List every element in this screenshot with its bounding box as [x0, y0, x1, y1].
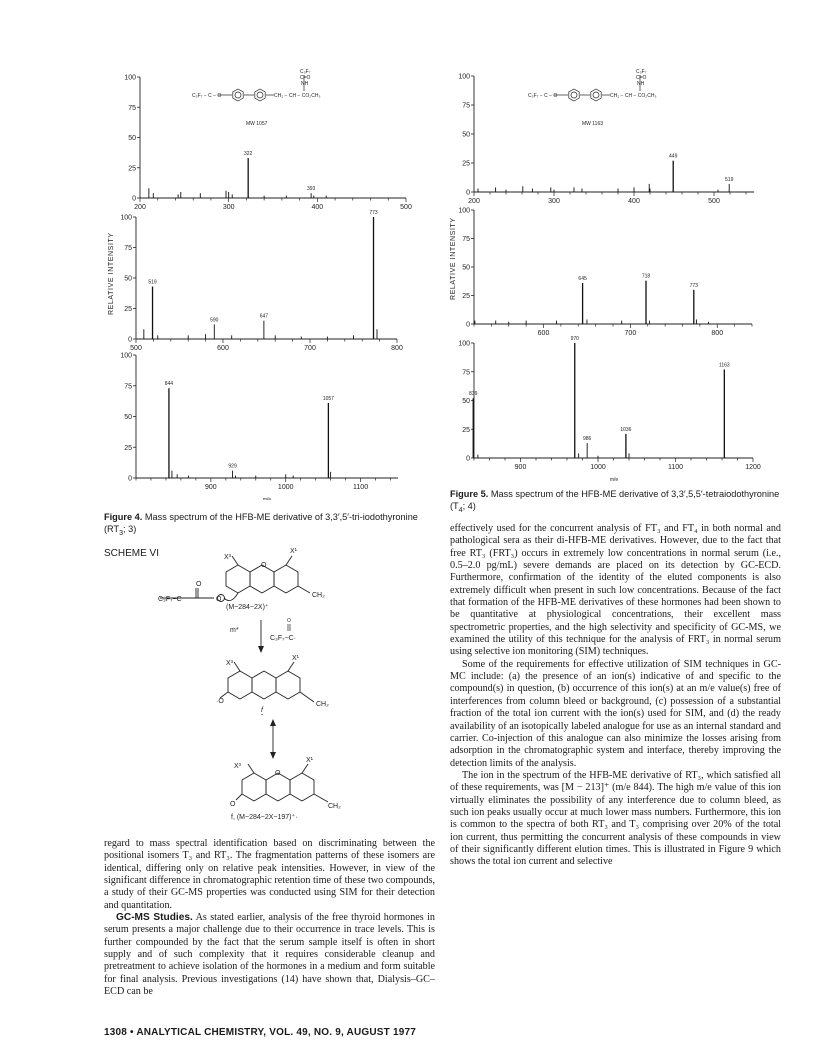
scheme-oplus-3: O [275, 770, 281, 777]
peak-label: 718 [641, 273, 651, 280]
x-tick-label: 200 [468, 198, 480, 205]
spectrum-panel-3 [458, 74, 754, 206]
peak-label: 647 [259, 313, 269, 320]
peak-label: 449 [669, 153, 678, 160]
peak-label: 970 [570, 336, 579, 342]
peak-label: 773 [369, 210, 378, 216]
x-tick-label: 700 [304, 345, 316, 352]
scheme-structure-2 [220, 662, 314, 702]
figure-5-y-axis-label: RELATIVE INTENSITY [450, 217, 457, 300]
scheme-metastable: m* [230, 627, 239, 634]
x-tick-label: 900 [514, 464, 527, 471]
peak-label: 645 [578, 275, 587, 282]
x-tick-label: 500 [708, 198, 720, 205]
y-tick-label: 75 [462, 236, 470, 243]
scheme-ch2-3: CH₂ [328, 803, 341, 810]
peak-label: 929 [228, 463, 237, 470]
svg-text:C=O: C=O [636, 75, 647, 81]
y-tick-label: 75 [462, 102, 470, 110]
peak-label: 839 [469, 391, 478, 398]
y-tick-label: 75 [124, 383, 132, 391]
figure-4-caption-end: ; 3) [123, 523, 137, 534]
y-tick-label: 25 [462, 293, 470, 300]
scheme-reagent: C₃F₇−C· [270, 635, 297, 642]
scheme-c3f7-1: C₃F₇−C [158, 596, 182, 603]
spectrum-panel-5 [458, 336, 761, 471]
left-paragraph-1: regard to mass spectral identification based on discriminating between the positional isomers T₃ and RT₃. The fragmentation patterns of these isomers are identical, differing only on relative peak intensities. However, in view of the significant difference in chromatographic retention time of these two compounds, a study of their GC-MS properties was conducted using SIM for their detection and quantitation. [104, 838, 435, 911]
left-paragraph-2 [104, 912, 435, 998]
right-paragraph-2: Some of the requirements for effective utilization of SIM techniques in GC-MC include: (a) the presence of an ion(s) indicative of and specific to the compound(s) in question, (b) occurrence of this ion(s) at an m/e value(s) free of interferences from column bleed or background, (c) possession of a substantial fraction of the total ion current with the ion(s) used for SIM, and (d) the ready availability of an isotopically labeled analogue for use as an internal standard and carrier. Co-injection of this analogue can also minimize the losses arising from adsorption in the chromatographic system and interface, thereby improving the detection limits of the analysis. [450, 658, 781, 769]
y-tick-label: 100 [458, 340, 470, 348]
x-tick-label: 900 [205, 484, 217, 491]
peak-label: 1057 [322, 395, 334, 402]
figure-5-title: Figure 5. [450, 489, 489, 499]
figure-5-x-axis-label: m/e [609, 477, 619, 483]
scheme-ch2-2: CH₂ [316, 701, 329, 708]
figure-5-caption [450, 489, 780, 516]
scheme-structure-1 [160, 556, 310, 602]
scheme-o-2: ·O [216, 698, 224, 705]
y-tick-label: 50 [124, 414, 132, 421]
spectrum-panel-2 [120, 353, 398, 492]
peak-label: 590 [210, 317, 219, 324]
y-tick-label: 75 [462, 369, 470, 377]
figure-4-caption-sub: 3 [119, 529, 124, 537]
scheme-ion3: f, (M−284−2X−197)⁺· [231, 814, 298, 821]
peak-label: 322 [244, 151, 253, 158]
y-tick-label: 75 [128, 104, 136, 112]
x-tick-label: 200 [134, 204, 146, 211]
scheme-f-label: f [261, 707, 263, 714]
peak-label: 1036 [620, 426, 632, 433]
svg-text:C₃F₇ − C − O: C₃F₇ − C − O [192, 93, 222, 99]
svg-text:CH₂ − CH − CO₂CH₃: CH₂ − CH − CO₂CH₃ [274, 93, 321, 99]
y-tick-label: 50 [124, 275, 132, 283]
figure-5-caption-end: ; 4) [462, 500, 476, 511]
peak-label: 844 [164, 381, 174, 388]
y-tick-label: 0 [466, 455, 470, 463]
x-tick-label: 300 [222, 204, 235, 211]
peak-label: 986 [582, 436, 592, 443]
y-tick-label: 25 [462, 160, 470, 168]
svg-text:CH₂ − CH − CO₂CH₃: CH₂ − CH − CO₂CH₃ [610, 93, 657, 99]
y-tick-label: 0 [128, 475, 132, 483]
y-tick-label: 100 [120, 214, 132, 222]
peak-label: 519 [725, 176, 734, 183]
right-column-text [450, 523, 781, 869]
peak-label: 519 [148, 279, 157, 286]
scheme-x1-1: X¹ [290, 548, 297, 555]
y-tick-label: 50 [462, 398, 470, 405]
scheme-structure-3 [236, 764, 328, 802]
svg-text:C₃F₇: C₃F₇ [300, 69, 311, 75]
y-tick-label: 100 [458, 73, 470, 81]
y-tick-label: 50 [128, 135, 136, 142]
figure-4-caption [104, 512, 429, 539]
x-tick-label: 800 [711, 330, 724, 337]
x-tick-label: 400 [311, 204, 324, 211]
spectrum-panel-4 [458, 208, 752, 338]
peak-label: 773 [689, 282, 698, 289]
x-tick-label: 1000 [277, 484, 294, 491]
figure-4-structure [192, 69, 320, 127]
svg-text:NH: NH [301, 81, 309, 87]
y-tick-label: 0 [466, 189, 470, 197]
figure-5-caption-text: Mass spectrum of the HFB-ME derivative of 3,3′,5,5′-tetraiodothyronine (T [450, 489, 780, 511]
y-tick-label: 25 [462, 426, 470, 434]
x-tick-label: 600 [537, 330, 550, 337]
y-tick-label: 0 [466, 321, 470, 329]
x-tick-label: 1100 [353, 484, 369, 491]
x-tick-label: 1100 [667, 464, 684, 471]
x-tick-label: 500 [130, 345, 142, 352]
figure-4-caption-text: Mass spectrum of the HFB-ME derivative of 3,3′,5′-tri-iodothyronine (RT [104, 512, 418, 534]
scheme-oo-1: O [216, 596, 222, 603]
page-footer: 1308 • ANALYTICAL CHEMISTRY, VOL. 49, NO. 9, AUGUST 1977 [104, 1027, 417, 1038]
scheme-x3-2: X³ [226, 660, 233, 667]
scheme-x3-1: X³ [224, 554, 231, 561]
x-tick-label: 600 [217, 345, 229, 352]
scheme-oplus-1: O [261, 562, 267, 569]
scheme-o-3: O [230, 801, 236, 808]
y-tick-label: 25 [124, 444, 132, 452]
right-paragraph-3: The ion in the spectrum of the HFB-ME derivative of RT₃, which satisfied all of these requirements, was [M − 213]⁺ (m/e 844). The high m/e value of this ion virtually eliminates the possibility of any interference due to column bleed, as such ion peaks usually occur at much lower mass numbers. Furthermore, this ion is common to the spectra of both RT₃ and T₃ comprising over 20% of the total ion current, thus permitting the concurrent analysis of these compounds in view of their significantly different elution times. This is illustrated in Figure 9 which shows the total ion current and selective [450, 769, 781, 868]
x-tick-label: 500 [400, 204, 412, 211]
peak-label: 1163 [718, 362, 730, 369]
y-tick-label: 100 [458, 207, 470, 215]
figure-4-y-axis-label: RELATIVE INTENSITY [108, 232, 115, 315]
x-tick-label: 800 [391, 345, 403, 352]
scheme-x1-3: X¹ [306, 757, 313, 764]
y-tick-label: 0 [132, 195, 136, 203]
y-tick-label: 75 [124, 245, 132, 252]
spectrum-panel-1 [120, 210, 403, 352]
mass-spectra-figures [0, 0, 816, 500]
molecular-weight-label: MW 1057 [246, 121, 268, 127]
scheme-ch2-1: CH₂ [312, 592, 325, 599]
y-tick-label: 50 [462, 131, 470, 139]
svg-text:O: O [287, 618, 291, 624]
y-tick-label: 100 [124, 74, 136, 82]
x-tick-label: 1200 [745, 464, 761, 471]
right-paragraph-1: effectively used for the concurrent analysis of FT₃ and FT₄ in both normal and pathological sera as their di-HFB-ME derivatives. However, due to the fact that free RT₃ (FRT₃) occurs in extremely low concentrations in normal serum (i.e., 0.5–2.0 pg/mL) severe demands are placed on its detection by GC-ECD. Furthermore, confirmation of the identity of the eluted components is also extremely difficult when present in such low concentrations. Because of the fact that formation of the HFB-ME derivatives of these hormones had been shown to be quantitative at physiological concentrations, their excellent mass spectrometric properties, and the high selectivity and specificity of GC-MS, we examined the utility of this technique for the analysis of FRT₃ in normal serum using selective ion monitoring (SIM) techniques. [450, 523, 781, 658]
y-tick-label: 25 [128, 165, 136, 173]
left-column-text [104, 838, 435, 998]
figure-5-caption-sub: 4 [458, 506, 463, 514]
scheme-ion1: (M−284−2X)⁺ [226, 604, 269, 611]
figure-5-structure [528, 69, 656, 127]
svg-text:C=O: C=O [300, 75, 311, 81]
x-tick-label: 1000 [590, 464, 606, 471]
left-paragraph-2-text: As stated earlier, analysis of the free thyroid hormones in serum presents a major challenge due to their occurrence in trace levels. This is further compounded by the fact that the serum sample itself is often in short supply and of such complexity that it requires considerable cleanup and pretreatment to achieve isolation of the hormones in a medium and form suitable for final analysis. Previous investigations (14) have shown that, Dialysis–GC–ECD can be [104, 912, 435, 998]
scheme-title: SCHEME VI [104, 548, 160, 559]
svg-text:C₃F₇ − C − O: C₃F₇ − C − O [528, 93, 558, 99]
x-tick-label: 300 [548, 198, 560, 205]
svg-text:C₃F₇: C₃F₇ [636, 69, 647, 75]
y-tick-label: 50 [462, 264, 470, 272]
y-tick-label: 0 [128, 336, 132, 344]
y-tick-label: 100 [120, 352, 132, 360]
x-tick-label: 700 [624, 330, 637, 337]
figure-4-x-axis-label: m/e [262, 497, 272, 500]
y-tick-label: 25 [124, 306, 132, 313]
svg-text:NH: NH [637, 81, 645, 87]
gc-ms-heading: GC-MS Studies. [116, 912, 193, 924]
peak-label: 393 [306, 186, 316, 193]
scheme-x1-2: X¹ [292, 655, 299, 662]
molecular-weight-label: MW 1163 [582, 121, 604, 127]
scheme-x3-3: X³ [234, 763, 241, 770]
x-tick-label: 400 [628, 198, 640, 205]
scheme-o-1: O [196, 581, 202, 588]
figure-4-title: Figure 4. [104, 512, 143, 522]
